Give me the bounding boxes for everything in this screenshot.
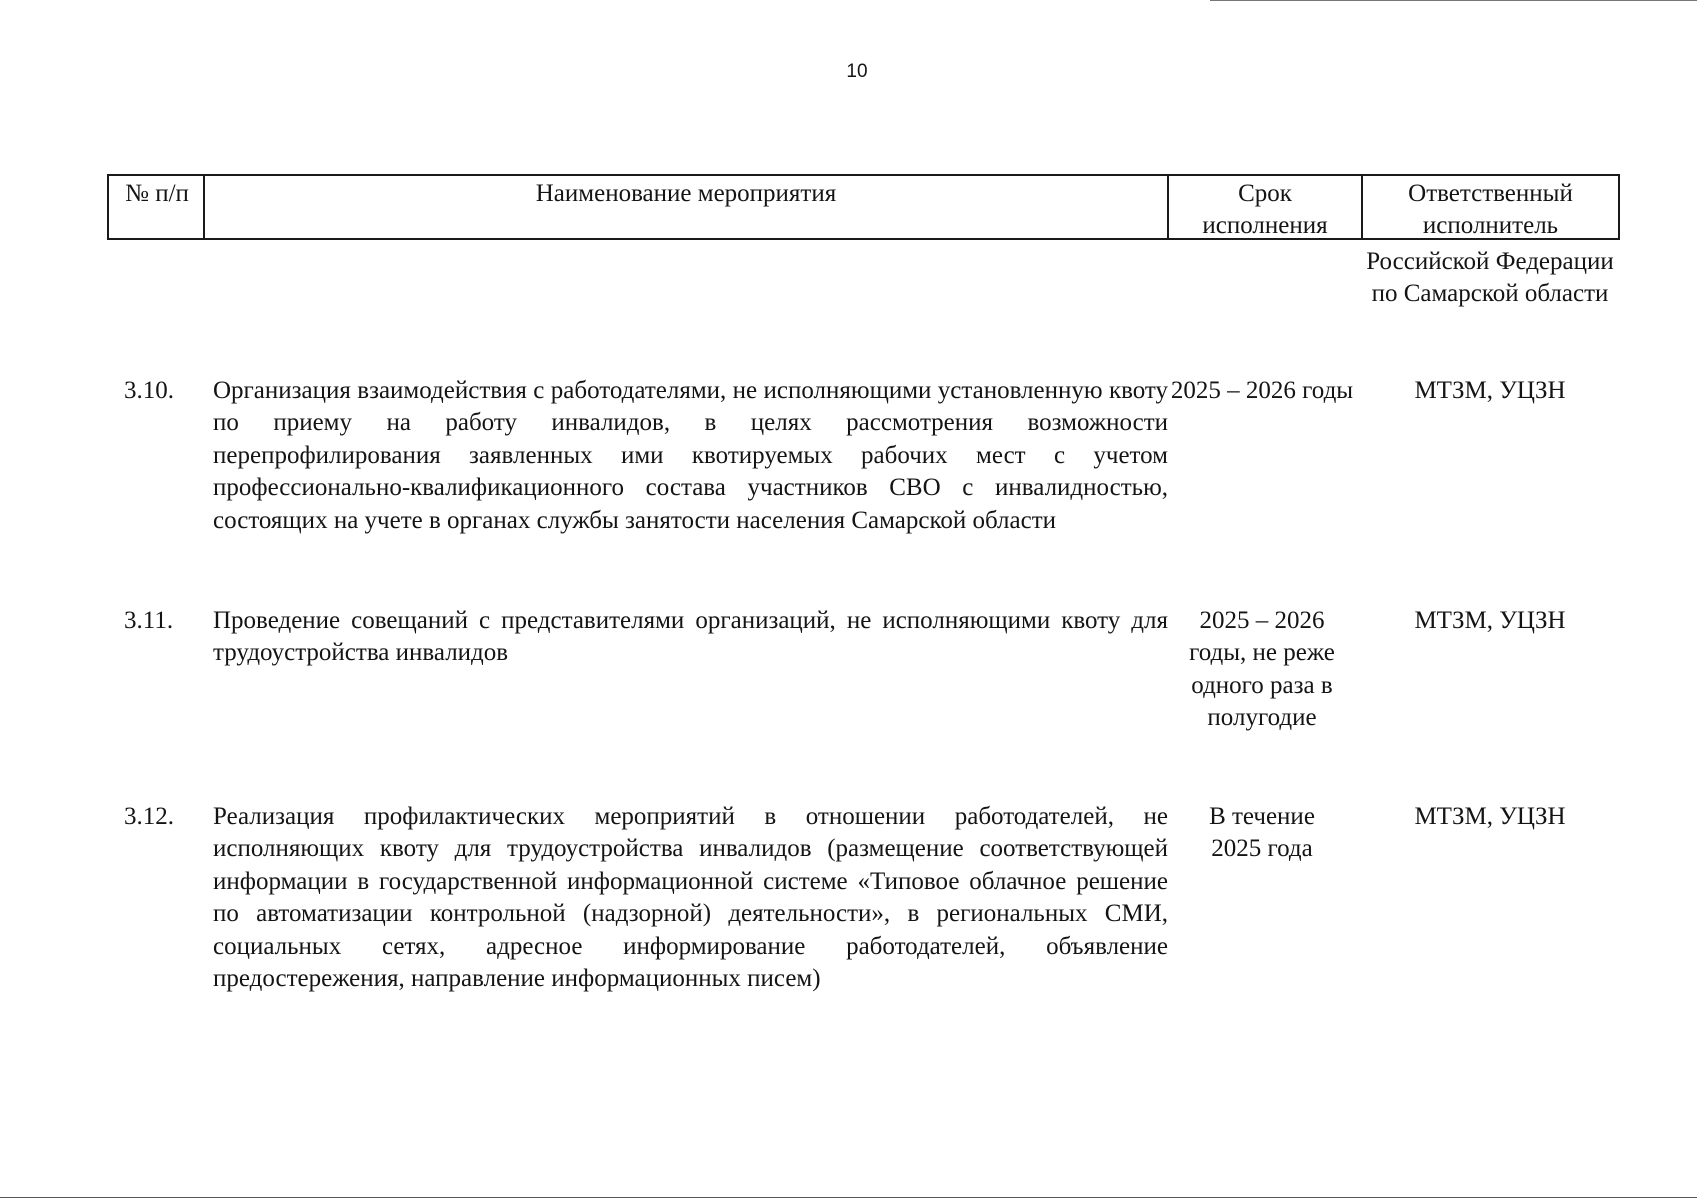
row-term: 2025 – 2026 годы [1170, 377, 1354, 404]
header-term: Срок исполнения [1202, 180, 1328, 239]
row-term: В течение 2025 года [1209, 803, 1315, 863]
row-event-name: Проведение совещаний с представителями организаций, не исполняющими квоту для трудоустройства инвалидов [213, 607, 1168, 667]
row-number: 3.12. [124, 803, 174, 830]
header-event-name: Наименование мероприятия [535, 180, 837, 207]
row-event-name: Реализация профилактических мероприятий в отношении работодателей, не исполняющих квоту для трудоустройства инвалидов (размещение соответствующей информации в государственной информационной системе «Типовое облачное решение по автоматизации контрольной (надзорной) деятельности», в региональных СМИ, социальных сетях, адресное информирование работодателей, объявление предостережения, направление информационных писем) [213, 803, 1168, 993]
table-header [107, 174, 1620, 240]
continuation-responsible: Российской Федерации по Самарской области [1366, 248, 1614, 308]
row-number: 3.11. [124, 607, 174, 634]
header-number: № п/п [125, 180, 189, 207]
row-responsible: МТЗМ, УЦЗН [1414, 377, 1566, 404]
row-responsible: МТЗМ, УЦЗН [1414, 803, 1566, 830]
row-term: 2025 – 2026 годы, не реже одного раза в полугодие [1189, 607, 1335, 732]
row-responsible: МТЗМ, УЦЗН [1414, 607, 1566, 634]
row-event-name: Организация взаимодействия с работодателями, не исполняющими установленную квоту по приему на работу инвалидов, в целях рассмотрения возможности перепрофилирования заявленных ими квотируемых рабочих мест с учетом профессионально-квалификационного состава участников СВО с инвалидностью, состоящих на учете в органах службы занятости населения Самарской области [213, 377, 1168, 534]
row-number: 3.10. [124, 377, 174, 404]
page-number: 10 [846, 61, 868, 82]
page-bottom-edge [0, 1197, 1697, 1198]
header-responsible: Ответственный исполнитель [1408, 180, 1573, 239]
scan-edge-line [1210, 0, 1697, 1]
